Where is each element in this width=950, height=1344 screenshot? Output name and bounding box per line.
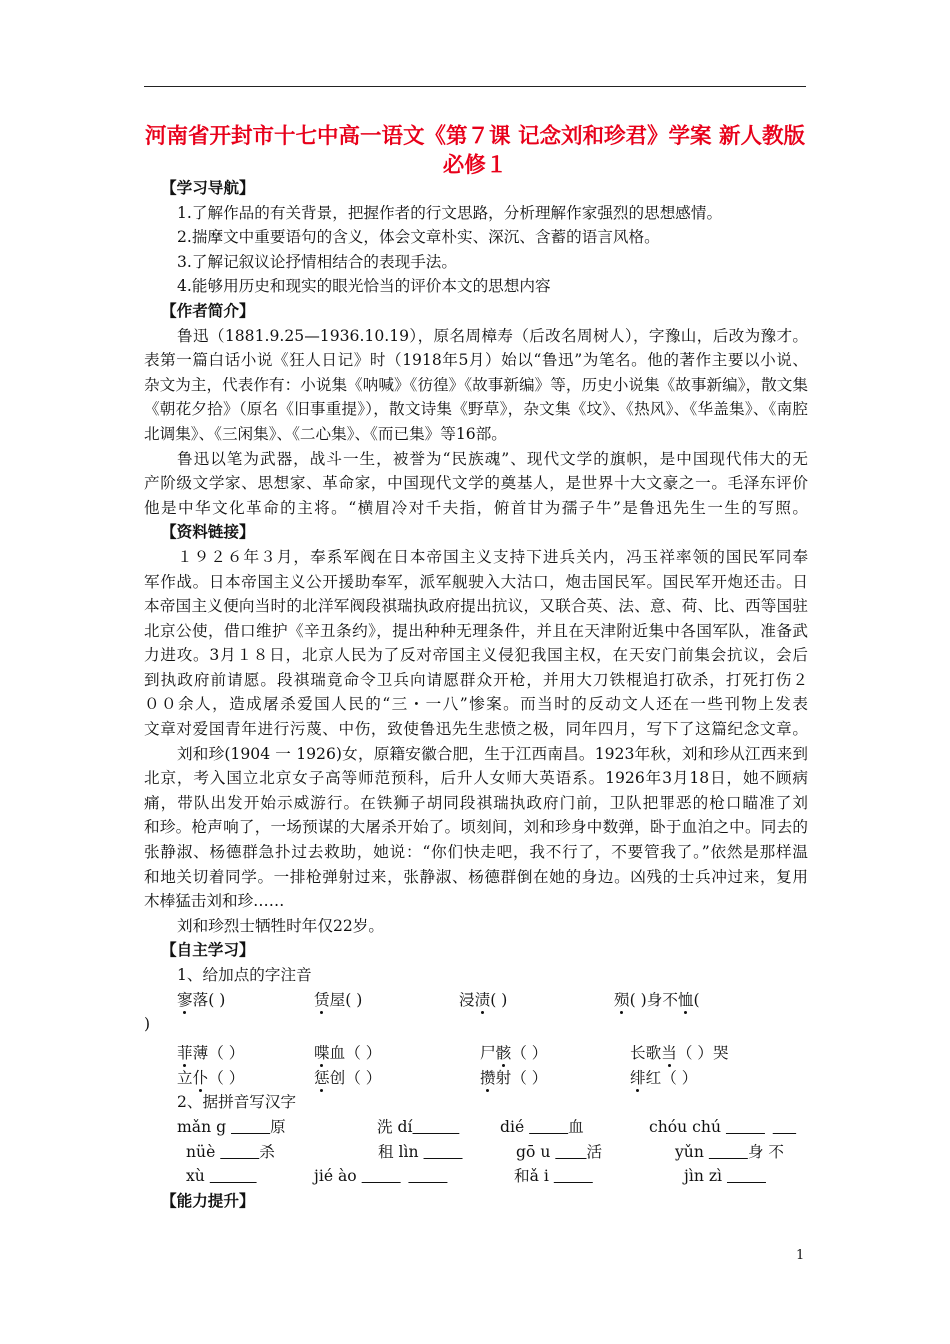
paragraph-line: 北调集》、《三闲集》、《二心集》、《而已集》等16部。 <box>144 424 507 443</box>
exercise-item: 浸渍( ) <box>459 990 508 1009</box>
paragraph-line: 和珍。枪声响了，一场预谋的大屠杀开始了。顷刻间，刘和珍身中数弹，卧于血泊之中。同去的 <box>144 818 808 837</box>
exercise-item: 殒( )身不恤( <box>614 990 700 1009</box>
exercise-item: 立仆（ ） <box>177 1068 245 1087</box>
dotted-char: 菲 <box>177 1043 193 1062</box>
blank-item: 租 lìn <box>378 1142 424 1161</box>
blank-item: jié ào <box>314 1167 362 1186</box>
blank-item: 洗 dí <box>377 1117 413 1136</box>
nav-item: 4.能够用历史和现实的眼光恰当的评价本文的思想内容 <box>177 277 551 296</box>
question-2-prompt: 2、据拼音写汉字 <box>177 1093 297 1112</box>
paragraph-line: 北京，考入国立北京女子高等师范预科，后升人女师大英语系。1926年3月18日，她不顾病 <box>144 769 808 788</box>
paragraph-line: １９２６年３月，奉系军阀在日本帝国主义支持下进兵关内，冯玉祥率领的国民军同奉 <box>177 547 808 566</box>
dotted-char: 攒 <box>480 1068 496 1087</box>
dotted-char: 恤 <box>677 990 694 1009</box>
paragraph-line: 到执政府前请愿。段祺瑞竟命令卫兵向请愿群众开枪，并用大刀铁棍追打砍杀，打死打伤２ <box>144 670 808 689</box>
blank-item: yǔn 身 不 <box>675 1142 784 1161</box>
paragraph-line: 杂文为主，代表作有：小说集《呐喊》《彷徨》《故事新编》等，历史小说集《故事新编》，散文集 <box>144 375 808 394</box>
exercise-item: 寥落( ) <box>177 990 226 1009</box>
dotted-char: 当 <box>661 1043 677 1062</box>
paragraph-line: 军作战。日本帝国主义公开援助奉军，派军舰驶入大沽口，炮击国民军。国民军开炮还击。日 <box>144 572 808 591</box>
document-body <box>144 176 808 1213</box>
paragraph-line: ００余人，造成屠杀爱国人民的“三・一八”惨案。而当时的反动文人还在一些刊物上发表 <box>144 695 808 714</box>
dotted-char: 殒 <box>614 990 630 1009</box>
exercise-item: 菲薄（ ） <box>177 1043 245 1062</box>
blank-item: mǎn g 原 <box>177 1117 286 1136</box>
paragraph-line: 刘和珍(1904 一 1926)女，原籍安徽合肥，生于江西南昌。1923年秋，刘和珍从江西来到 <box>177 744 808 763</box>
paragraph-line: 《朝花夕拾》（原名《旧事重提》），散文诗集《野草》，杂文集《坟》、《热风》、《华盖集》、《南腔 <box>144 400 808 419</box>
pinyin-row-3 <box>144 1066 808 1091</box>
blank-item: gō u 活 <box>516 1142 603 1161</box>
blank-item: dié 血 <box>500 1117 584 1136</box>
blank-item: chóu chú <box>649 1117 726 1136</box>
exercise-item: 绯红（ ） <box>630 1068 698 1087</box>
dotted-char: 骸 <box>495 1043 512 1062</box>
paragraph-line: 痛，带队出发开始示威游行。在铁狮子胡同段祺瑞执政府门前，卫队把罪恶的枪口瞄准了刘 <box>144 793 808 812</box>
blank-item: 和ǎ i <box>514 1167 554 1186</box>
paragraph-line: 产阶级文学家、思想家、革命家，中国现代文学的奠基人，是世界十大文豪之一。毛泽东评价 <box>144 474 808 493</box>
paragraph-line: 表第一篇白话小说《狂人日记》时（1918年5月）始以“鲁迅”为笔名。他的著作主要以小说、 <box>144 351 808 370</box>
section-heading-links: 【资料链接】 <box>161 522 255 542</box>
pinyin-row-1-wrap: ) <box>144 1015 151 1034</box>
paragraph-line: 刘和珍烈士牺牲时年仅22岁。 <box>177 916 384 935</box>
exercise-item: 攒射（ ） <box>480 1068 548 1087</box>
exercise-item: 赁屋( ) <box>314 990 363 1009</box>
hanzi-row-2 <box>144 1140 808 1165</box>
paragraph-line: 和地关切着同学。一排枪弹射过来，张静淑、杨德群倒在她的身边。凶残的士兵冲过来，复用 <box>144 867 808 886</box>
hanzi-row-1 <box>144 1115 808 1140</box>
nav-item: 3.了解记叙议论抒情相结合的表现手法。 <box>177 252 457 271</box>
blank-item: nüè 杀 <box>186 1142 275 1161</box>
exercise-item: 惩创（ ） <box>314 1068 382 1087</box>
hanzi-row-3 <box>144 1164 808 1189</box>
section-heading-self: 【自主学习】 <box>161 940 255 960</box>
section-heading-ability: 【能力提升】 <box>161 1190 255 1210</box>
blank-item: xù <box>186 1167 210 1186</box>
paragraph-line: 张静淑、杨德群急扑过去救助，她说：“你们快走吧，我不行了，不要管我了。”依然是那样温 <box>144 843 808 862</box>
section-heading-author: 【作者简介】 <box>161 300 255 320</box>
dotted-char: 仆 <box>192 1068 209 1087</box>
paragraph-line: 鲁迅以笔为武器，战斗一生，被誉为“民族魂”、现代文学的旗帜，是中国现代伟大的无 <box>177 449 808 468</box>
exercise-item: 尸骸（ ） <box>480 1043 548 1062</box>
pinyin-row-2 <box>144 1037 808 1066</box>
blank-item: jìn zì <box>684 1167 727 1186</box>
dotted-char: 惩 <box>314 1068 330 1087</box>
dotted-char: 赁 <box>314 990 330 1009</box>
top-rule <box>144 86 806 87</box>
pinyin-row-1 <box>144 988 808 1013</box>
page-number: 1 <box>796 1248 805 1263</box>
page-title: 河南省开封市十七中高一语文《第７课 记念刘和珍君》学案 新人教版必修１ <box>145 124 805 178</box>
exercise-item: 长歌当（ ）哭 <box>630 1043 729 1062</box>
dotted-char: 绯 <box>630 1068 646 1087</box>
nav-item: 2.揣摩文中重要语句的含义，体会文章朴实、深沉、含蓄的语言风格。 <box>177 228 660 247</box>
dotted-char: 喋 <box>314 1043 330 1062</box>
paragraph-line: 他是中华文化革命的主将。“横眉冷对千夫指，俯首甘为孺子牛”是鲁迅先生一生的写照。 <box>144 498 808 517</box>
nav-item: 1.了解作品的有关背景，把握作者的行文思路，分析理解作家强烈的思想感情。 <box>177 203 723 222</box>
paragraph-line: 北京公使，借口维护《辛丑条约》，提出种种无理条件，并且在天津附近集中各国军队，准备武 <box>144 621 808 640</box>
paragraph-line: 木棒猛击刘和珍…… <box>144 892 285 911</box>
question-1-prompt: 1、给加点的字注音 <box>177 966 312 984</box>
paragraph-line: 鲁迅（1881.9.25—1936.10.19），原名周樟寿（后改名周树人），字豫山，后改为豫才。 <box>177 326 808 345</box>
dotted-char: 渍 <box>474 990 491 1009</box>
dotted-char: 寥 <box>177 990 193 1009</box>
paragraph-line: 力进攻。3月１８日，北京人民为了反对帝国主义侵犯我国主权，在天安门前集会抗议，会后 <box>144 646 808 665</box>
paragraph-line: 文章对爱国青年进行污蔑、中伤，致使鲁迅先生悲愤之极，同年四月，写下了这篇纪念文章。 <box>144 720 808 739</box>
section-heading-nav: 【学习导航】 <box>161 178 255 197</box>
paragraph-line: 本帝国主义便向当时的北洋军阀段祺瑞执政府提出抗议，又联合英、法、意、荷、比、西等国驻 <box>144 597 808 616</box>
exercise-item: 喋血（ ） <box>314 1043 382 1062</box>
